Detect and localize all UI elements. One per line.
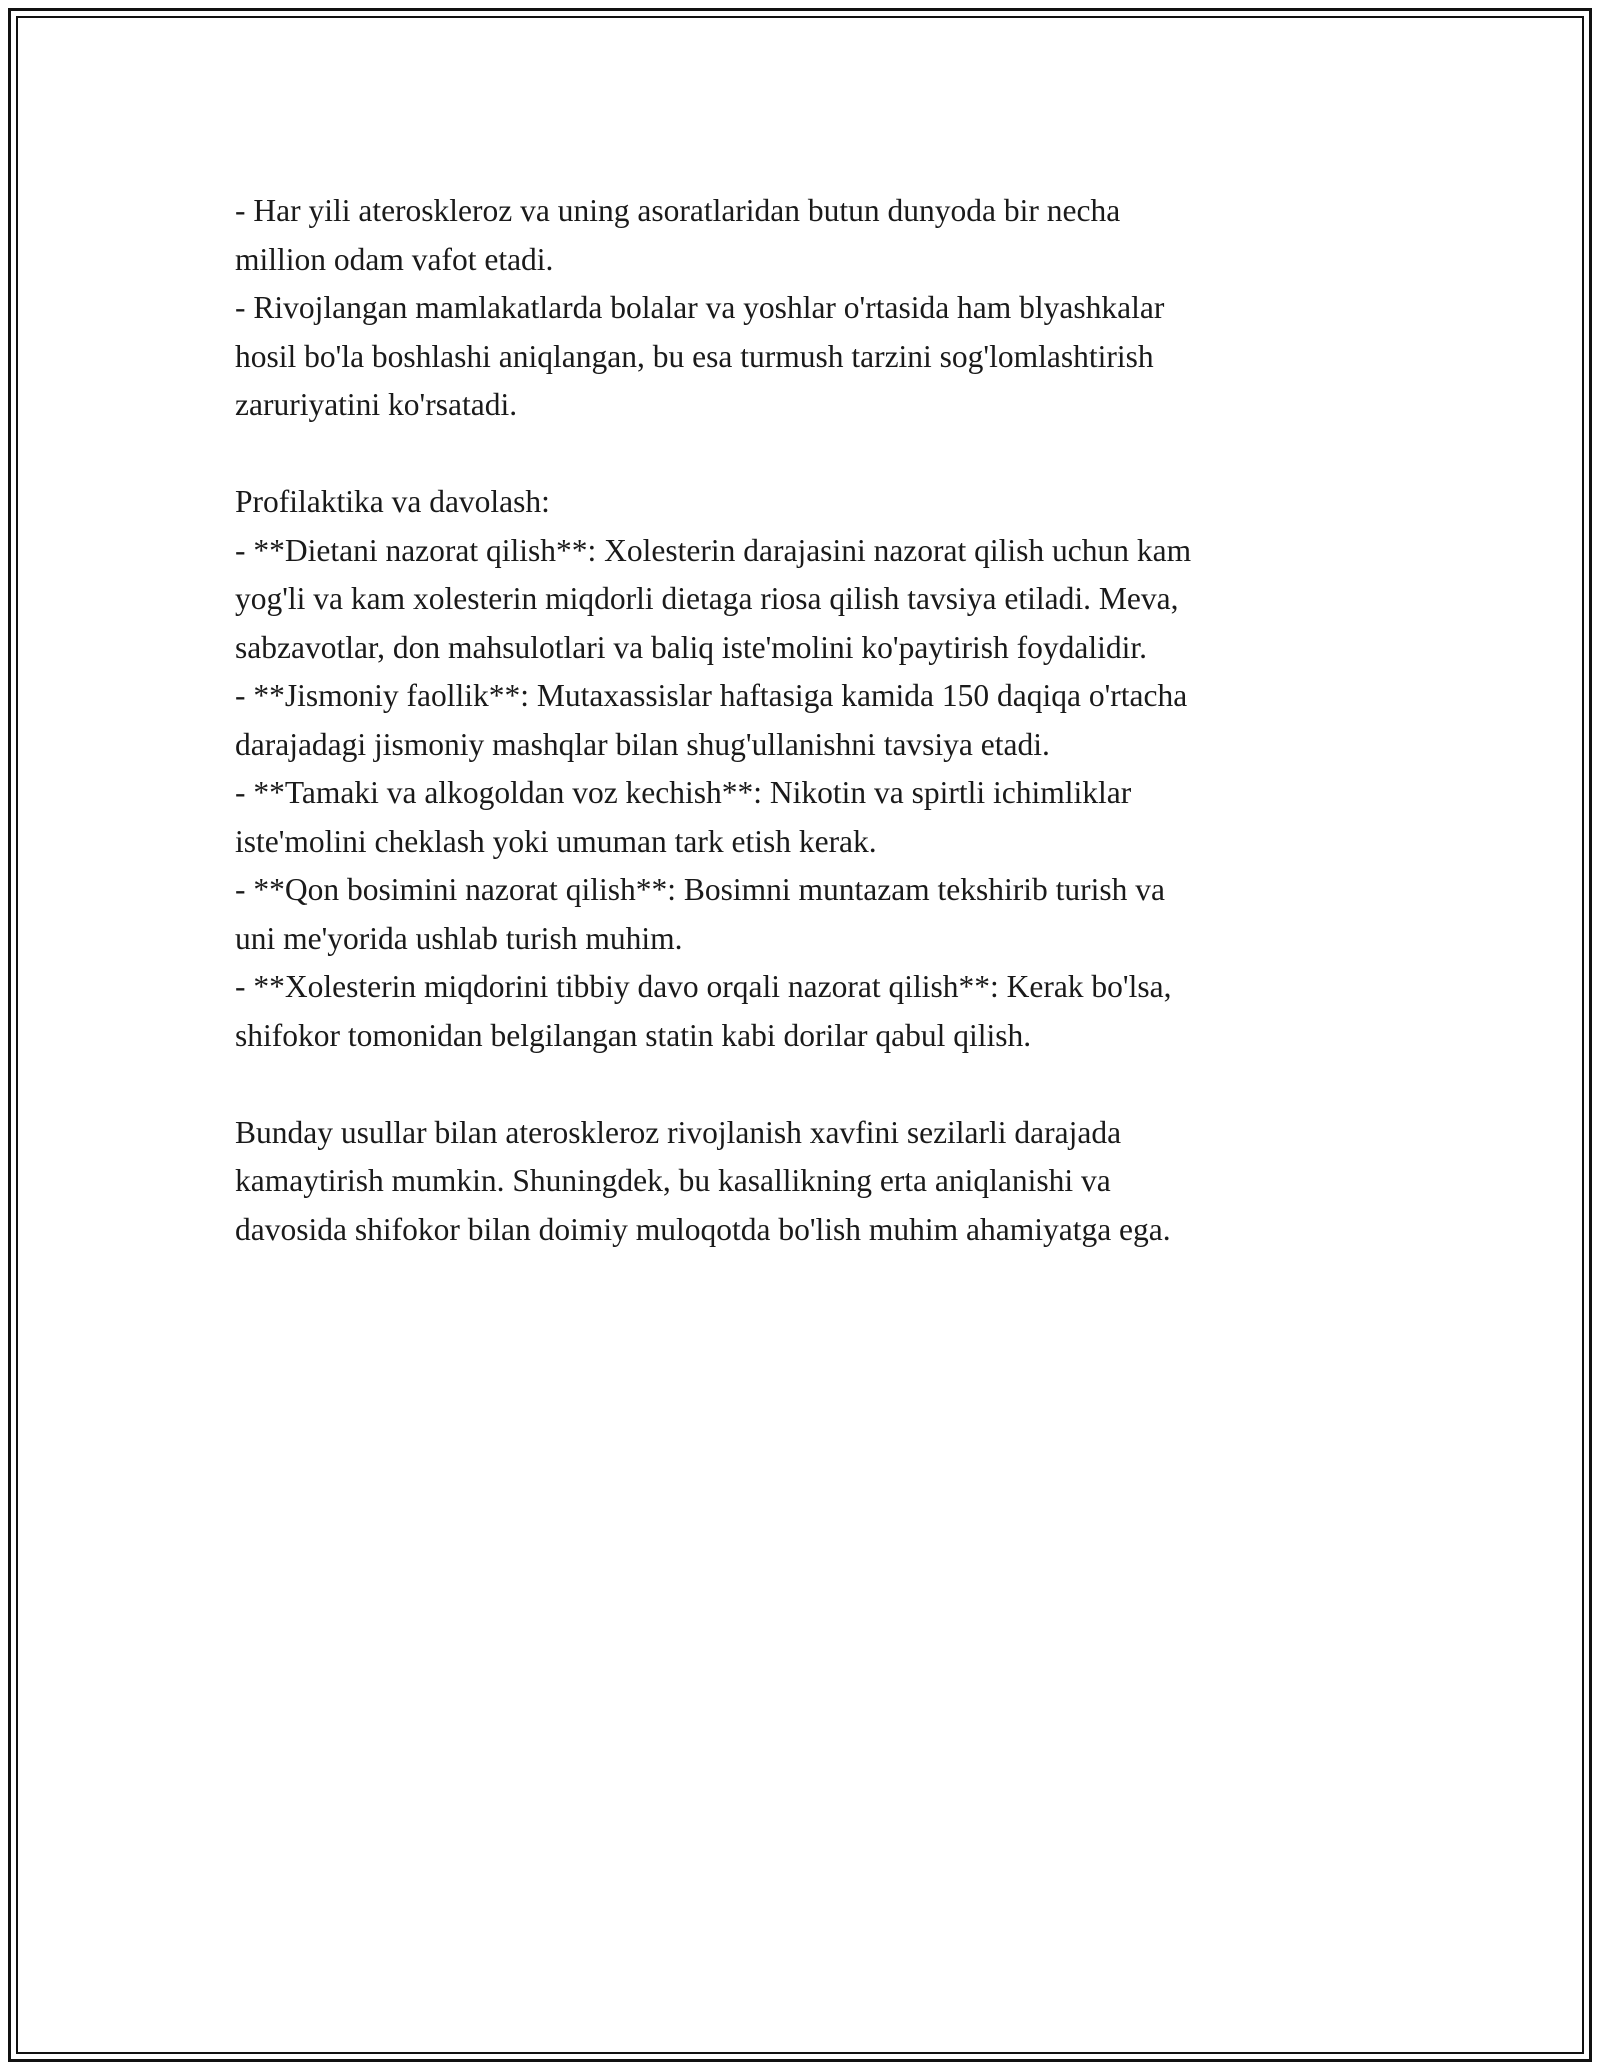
text-line: - **Qon bosimini nazorat qilish**: Bosimni muntazam tekshirib turish va [235,872,1166,907]
text-line: uni me'yorida ushlab turish muhim. [235,920,683,956]
text-line: Bunday usullar bilan ateroskleroz rivojlanish xavfini sezilarli darajada [235,1114,1122,1150]
text-line: iste'molini cheklash yoki umuman tark etish kerak. [235,823,877,859]
text-line: - Rivojlangan mamlakatlarda bolalar va yoshlar o'rtasida ham blyashkalar [235,290,1165,325]
text-line: - Har yili ateroskleroz va uning asoratlaridan butun dunyoda bir necha [235,193,1121,228]
blank-line [235,430,1365,479]
blank-line [235,1060,1365,1109]
text-line: hosil bo'la boshlashi aniqlangan, bu esa turmush tarzini sog'lomlashtirish [235,338,1154,374]
text-line: - **Jismoniy faollik**: Mutaxassislar haftasiga kamida 150 daqiqa o'rtacha [235,678,1188,713]
document-body [235,187,1365,1254]
text-line: sabzavotlar, don mahsulotlari va baliq iste'molini ko'paytirish foydalidir. [235,629,1148,665]
text-line: zaruriyatini ko'rsatadi. [235,387,518,422]
text-line: kamaytirish mumkin. Shuningdek, bu kasallikning erta aniqlanishi va [235,1163,1111,1198]
text-line: davosida shifokor bilan doimiy muloqotda bo'lish muhim ahamiyatga ega. [235,1211,1171,1247]
text-line: - **Xolesterin miqdorini tibbiy davo orqali nazorat qilish**: Kerak bo'lsa, [235,969,1172,1004]
text-line: darajadagi jismoniy mashqlar bilan shug'ullanishni tavsiya etadi. [235,726,1050,762]
text-line: million odam vafot etadi. [235,241,554,277]
text-line: - **Dietani nazorat qilish**: Xolesterin darajasini nazorat qilish uchun kam [235,532,1192,568]
text-line: shifokor tomonidan belgilangan statin kabi dorilar qabul qilish. [235,1017,1032,1053]
text-line: - **Tamaki va alkogoldan voz kechish**: Nikotin va spirtli ichimliklar [235,775,1132,810]
text-line: yog'li va kam xolesterin miqdorli dietaga riosa qilish tavsiya etiladi. Meva, [235,581,1179,616]
section-heading: Profilaktika va davolash: [235,484,550,519]
